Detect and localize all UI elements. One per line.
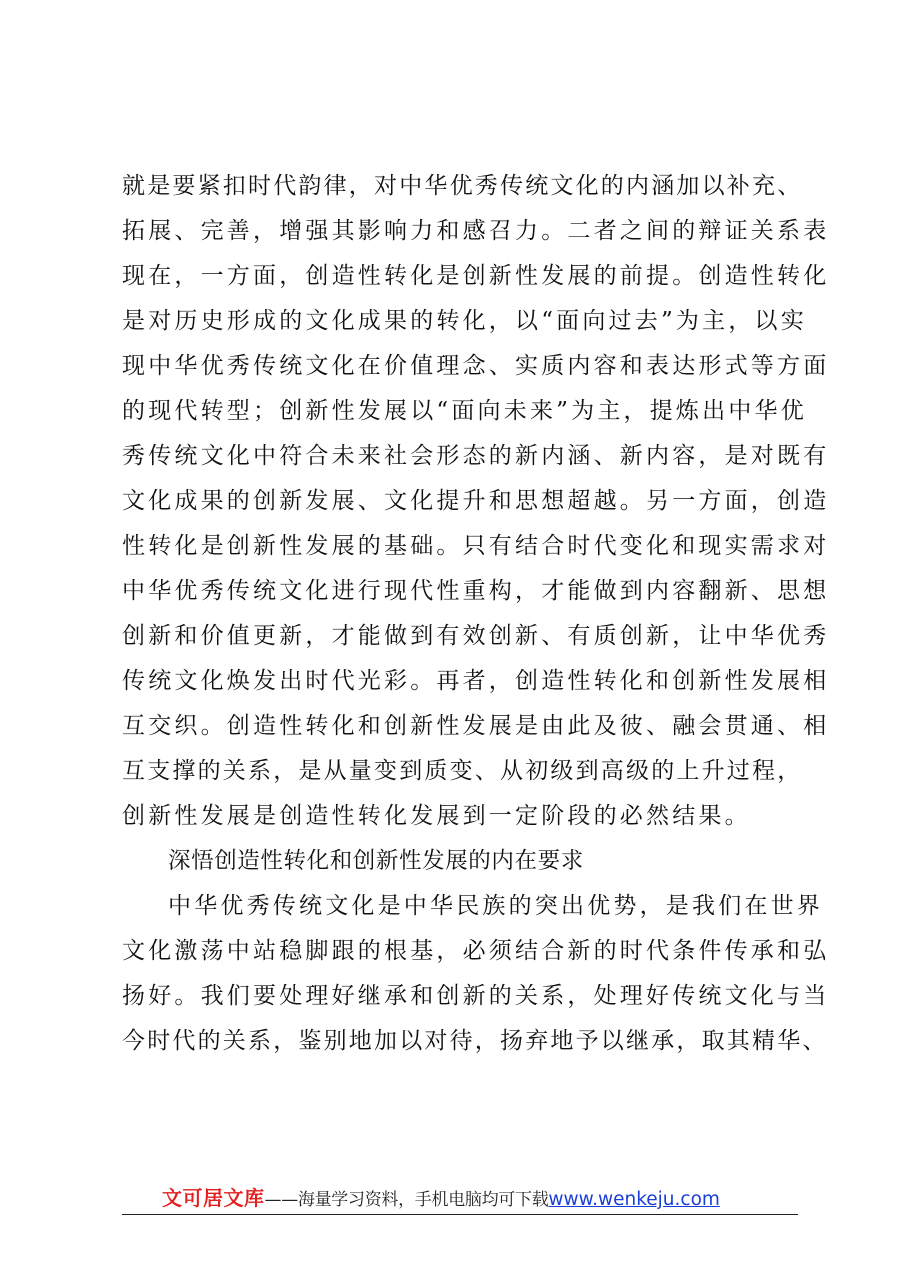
- footer-brand: 文可居文库: [162, 1186, 265, 1210]
- body-line: 今时代的关系，鉴别地加以对待，扬弃地予以继承，取其精华、: [122, 1028, 828, 1054]
- body-line: 现中华优秀传统文化在价值理念、实质内容和表达形式等方面: [122, 353, 830, 379]
- body-line: 的现代转型；创新性发展以“面向未来”为主，提炼出中华优: [122, 398, 807, 424]
- body-line: 中华优秀传统文化进行现代性重构，才能做到内容翻新、思想: [122, 578, 830, 604]
- footer-website-link[interactable]: www.wenkeju.com: [548, 1189, 720, 1210]
- body-line: 扬好。我们要处理好继承和创新的关系，处理好传统文化与当: [122, 983, 830, 1009]
- body-line: 是对历史形成的文化成果的转化，以“面向过去”为主，以实: [122, 308, 807, 334]
- body-line: 秀传统文化中符合未来社会形态的新内涵、新内容，是对既有: [122, 443, 830, 469]
- footer-tagline: ——海量学习资料，手机电脑均可下载: [264, 1190, 549, 1210]
- body-text: [122, 164, 830, 1064]
- body-line: 传统文化焕发出时代光彩。再者，创造性转化和创新性发展相: [122, 668, 830, 694]
- body-line: 文化成果的创新发展、文化提升和思想超越。另一方面，创造: [122, 488, 830, 514]
- body-line: 互支撑的关系，是从量变到质变、从初级到高级的上升过程，: [122, 758, 803, 784]
- body-line: 创新和价值更新，才能做到有效创新、有质创新，让中华优秀: [122, 623, 830, 649]
- body-line: 拓展、完善，增强其影响力和感召力。二者之间的辩证关系表: [122, 218, 830, 244]
- body-line: 中华优秀传统文化是中华民族的突出优势，是我们在世界: [168, 893, 823, 919]
- body-line: 就是要紧扣时代韵律，对中华优秀传统文化的内涵加以补充、: [122, 173, 803, 199]
- footer-bar: [122, 1178, 798, 1215]
- body-line: 现在，一方面，创造性转化是创新性发展的前提。创造性转化: [122, 263, 830, 289]
- body-line: 性转化是创新性发展的基础。只有结合时代变化和现实需求对: [122, 533, 830, 559]
- body-line: 互交织。创造性转化和创新性发展是由此及彼、融会贯通、相: [122, 713, 830, 739]
- footer-content: [162, 1182, 720, 1211]
- body-line: 创新性发展是创造性转化发展到一定阶段的必然结果。: [122, 803, 751, 829]
- body-line: 文化激荡中站稳脚跟的根基，必须结合新的时代条件传承和弘: [122, 938, 830, 964]
- section-heading: 深悟创造性转化和创新性发展的内在要求: [168, 848, 584, 874]
